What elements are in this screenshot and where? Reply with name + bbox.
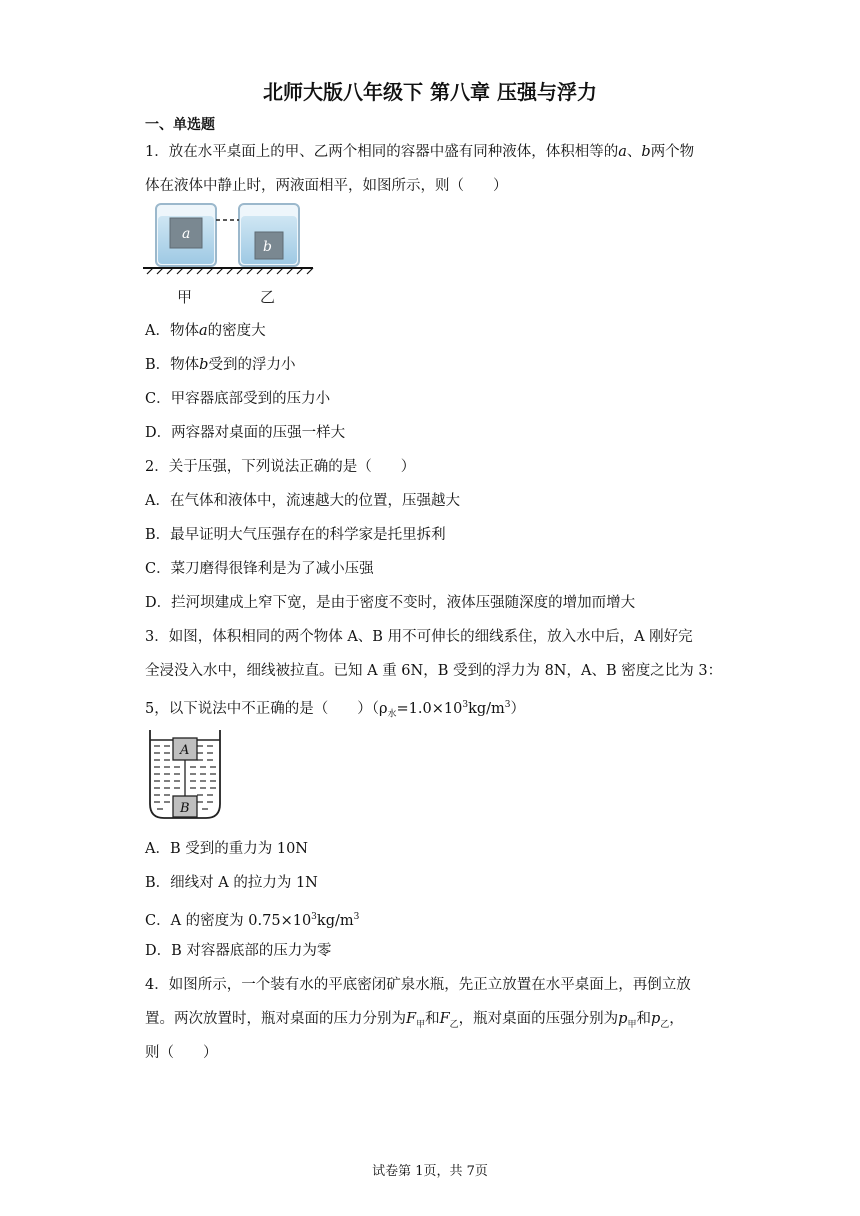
q3-figure <box>147 728 223 820</box>
q1-stem-line1 <box>145 142 694 162</box>
q2-option-a: A．在气体和液体中，流速越大的位置，压强越大 <box>145 493 460 509</box>
q1-figure <box>143 200 315 308</box>
q3-option-a: A．B 受到的重力为 10N <box>145 841 308 857</box>
q3-stem-line1: 3．如图，体积相同的两个物体 A、B 用不可伸长的细线系住，放入水中后，A 刚好完 <box>145 629 693 645</box>
fig-label-B: B <box>180 801 190 816</box>
page-footer: 试卷第 1页，共 7页 <box>372 1164 488 1179</box>
fig-label-jia: 甲 <box>177 288 193 306</box>
q3-stem-line3: 5，以下说法中不正确的是（ ）$(\rho_水=1.0\times 10^3kg/m^3)$ <box>145 700 525 720</box>
q2-option-b: B．最早证明大气压强存在的科学家是托里拆利 <box>145 527 446 543</box>
ground <box>143 268 313 274</box>
q1-option-c: C．甲容器底部受到的压力小 <box>145 391 331 407</box>
q1-stem-line2: 体在液体中静止时，两液面相平，如图所示，则（ ） <box>145 178 508 194</box>
q3-option-b: B．细线对 A 的拉力为 1N <box>145 875 318 891</box>
q4-stem-line2: 置。两次放置时，瓶对桌面的压力分别为$F_甲$和$F_乙$，瓶对桌面的压强分别为$p_甲$和$p_乙$， <box>145 1011 684 1030</box>
fig-label-a: a <box>182 226 191 242</box>
q1-text-end: 两个物 <box>650 144 695 160</box>
fig-label-A: A <box>180 743 190 758</box>
q1-option-d: D．两容器对桌面的压强一样大 <box>145 425 346 441</box>
q1-option-b: B．物体b受到的浮力小 <box>145 357 296 373</box>
q4-stem-line3: 则（ ） <box>145 1045 218 1061</box>
q2-option-c: C．菜刀磨得很锋利是为了减小压强 <box>145 561 374 577</box>
q1-var-a: a <box>618 144 627 160</box>
fig-label-b: b <box>263 239 272 255</box>
q1-var-b: b <box>641 144 651 160</box>
q3-option-c: C．A 的密度为 $0.75\times 10^3kg/m^3$ <box>145 912 360 929</box>
q3-option-d: D．B 对容器底部的压力为零 <box>145 943 332 959</box>
q4-stem-line1: 4．如图所示，一个装有水的平底密闭矿泉水瓶，先正立放置在水平桌面上，再倒立放 <box>145 977 691 993</box>
q3-stem-line2: 全浸没入水中，细线被拉直。已知 A 重 6N，B 受到的浮力为 8N，A、B 密度之比为 3： <box>145 663 723 679</box>
q1-text: 1．放在水平桌面上的甲、乙两个相同的容器中盛有同种液体，体积相等的 <box>145 144 619 160</box>
q1-option-a: A．物体a的密度大 <box>145 323 266 339</box>
q2-stem: 2．关于压强，下列说法正确的是（ ） <box>145 459 416 475</box>
q1-sep: 、 <box>626 144 642 160</box>
q2-option-d: D．拦河坝建成上窄下宽，是由于密度不变时，液体压强随深度的增加而增大 <box>145 595 636 611</box>
fig-label-yi: 乙 <box>260 288 276 306</box>
container-yi <box>239 204 299 266</box>
page-title: 北师大版八年级下 第八章 压强与浮力 <box>263 80 597 104</box>
section-heading: 一、单选题 <box>145 117 215 133</box>
